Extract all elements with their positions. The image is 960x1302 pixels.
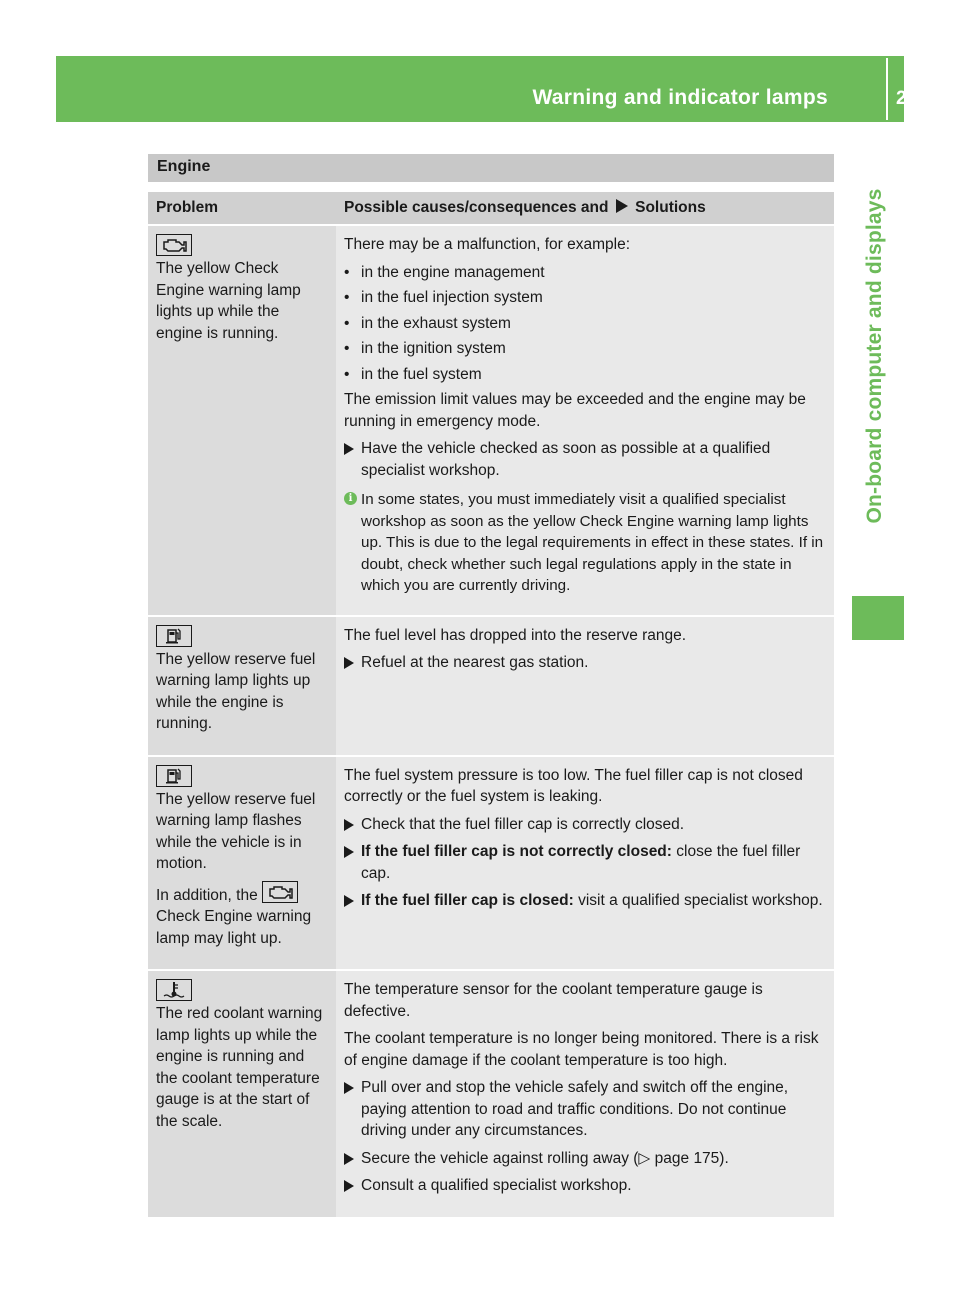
chapter-title: On-board computer and displays: [863, 188, 886, 524]
action-step: Consult a qualified specialist workshop.: [344, 1175, 826, 1197]
info-icon: i: [344, 492, 357, 505]
solution-cell: The fuel system pressure is too low. The fuel filler cap is not closed correctly or the fuel system is leaking. Check that the fuel filler cap is correctly closed. If the fuel filler cap is not correctly closed: close the fuel filler cap. If the fuel filler cap is closed: visit a qualified specialist workshop.: [336, 757, 834, 970]
arrow-right-icon: [344, 1153, 354, 1165]
problem-text: The yellow reserve fuel warning lamp flashes while the vehicle is in motion.: [156, 790, 316, 872]
problem-cell: [148, 757, 336, 970]
page-number: 277: [896, 88, 928, 109]
page-header-title: Warning and indicator lamps: [532, 86, 828, 109]
problems-table: [148, 190, 834, 1219]
arrow-right-icon: [344, 1082, 354, 1094]
action-step: If the fuel filler cap is not correctly closed: close the fuel filler cap.: [344, 841, 826, 884]
arrow-right-icon: [344, 895, 354, 907]
action-step: If the fuel filler cap is closed: visit a qualified specialist workshop.: [344, 890, 826, 912]
arrow-right-icon: [344, 846, 354, 858]
action-step: Check that the fuel filler cap is correctly closed.: [344, 814, 826, 836]
problem-text-extra: In addition, the Check Engine warning lamp may light up.: [156, 881, 328, 950]
section-title: Engine: [148, 154, 834, 182]
table-row: [148, 617, 834, 755]
problem-cell: [148, 617, 336, 755]
action-step: Refuel at the nearest gas station.: [344, 652, 826, 674]
fuel-reserve-icon: [156, 765, 192, 787]
problem-text: The yellow reserve fuel warning lamp lights up while the engine is running.: [156, 650, 316, 732]
problem-cell: [148, 226, 336, 615]
table-row: [148, 757, 834, 970]
solution-cell: The temperature sensor for the coolant temperature gauge is defective. The coolant temperature is no longer being monitored. There is a risk of engine damage if the coolant temperature is too high. Pull over and stop the vehicle safely and switch off the engine, paying attention to road and traffic conditions. Do not continue driving under any circumstances. Secure the vehicle against rolling away (▷ page 175). Consult a qualified specialist workshop.: [336, 971, 834, 1217]
arrow-right-icon: [616, 199, 628, 213]
list-item: • in the engine management: [344, 262, 826, 284]
table-row: [148, 226, 834, 615]
arrow-right-icon: [344, 1180, 354, 1192]
check-engine-icon: [156, 234, 192, 256]
column-header-problem: Problem: [148, 192, 336, 224]
list-item: • in the ignition system: [344, 338, 826, 360]
problem-text: The yellow Check Engine warning lamp lights up while the engine is running.: [156, 260, 301, 342]
action-step: Secure the vehicle against rolling away (▷ page 175).: [344, 1148, 826, 1170]
problem-cell: [148, 971, 336, 1217]
info-note: i In some states, you must immediately visit a qualified specialist workshop as soon as the yellow Check Engine warning lamp lights up. This is due to the legal requirements in effect in these states. If in doubt, check whether such legal regulations apply in the state in which you are currently driving.: [344, 489, 826, 597]
problem-text: The red coolant warning lamp lights up while the engine is running and the coolant temperature gauge is at the start of the scale.: [156, 1005, 323, 1130]
arrow-right-icon: [344, 657, 354, 669]
header-bar: [56, 56, 928, 122]
table-row: [148, 971, 834, 1217]
header-divider: [886, 58, 888, 120]
list-item: • in the exhaust system: [344, 313, 826, 335]
chapter-marker: [852, 596, 904, 640]
solution-cell: The fuel level has dropped into the reserve range. Refuel at the nearest gas station.: [336, 617, 834, 755]
table-header-row: [148, 192, 834, 224]
action-step: Pull over and stop the vehicle safely and switch off the engine, paying attention to road and traffic conditions. Do not continue driving under any circumstances.: [344, 1077, 826, 1142]
chapter-tab: [845, 122, 905, 590]
list-item: • in the fuel system: [344, 364, 826, 386]
arrow-right-icon: [344, 443, 354, 455]
list-item: • in the fuel injection system: [344, 287, 826, 309]
fuel-reserve-icon: [156, 625, 192, 647]
arrow-right-icon: [344, 819, 354, 831]
check-engine-icon: [262, 881, 298, 903]
action-step: Have the vehicle checked as soon as possible at a qualified specialist workshop.: [344, 438, 826, 481]
solution-cell: There may be a malfunction, for example: • in the engine management • in the fuel injection system • in the exhaust system • in the ignition system • in the fuel system The emission limit values may be exceeded and the engine may be running in emergency mode. Have the vehicle checked as soon as possible at a qualified specialist workshop. i In some states, you must immediately visit a qualified specialist workshop as soon as the yellow Check Engine warning lamp lights up. This is due to the legal requirements in effect in these states. If in doubt, check whether such legal regulations apply in the state in which you are currently driving.: [336, 226, 834, 615]
coolant-temperature-icon: [156, 979, 192, 1001]
column-header-solutions: Possible causes/consequences and Solutions: [336, 192, 834, 224]
